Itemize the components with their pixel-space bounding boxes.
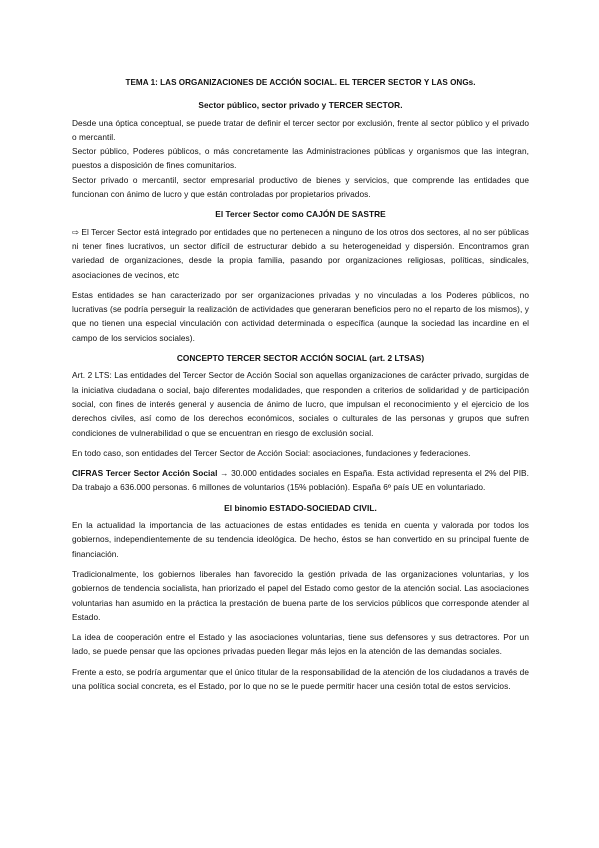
heading-concepto-tercer-sector: CONCEPTO TERCER SECTOR ACCIÓN SOCIAL (art. 2 LTSAS): [176, 353, 425, 364]
paragraph: La idea de cooperación entre el Estado y las asociaciones voluntarias, tiene sus defensores y sus detractores. Por un lado, se puede pensar que las opciones privadas pueden llegar más lejos en la atención de las demandas sociales.: [72, 632, 529, 657]
paragraph: Sector privado o mercantil, sector empresarial productivo de bienes y servicios, que comprende las entidades que funcionan con ánimo de lucro y que están controladas por propietarios privados.: [72, 174, 529, 200]
paragraph: Sector público, Poderes públicos, o más concretamente las Administraciones públicas y organismos que las integran, puestos a disposición de fines comunitarios.: [72, 146, 529, 171]
cifras-label: CIFRAS Tercer Sector Acción Social →: [72, 468, 229, 479]
document-body: [72, 76, 529, 693]
paragraph: Tradicionalmente, los gobiernos liberales han favorecido la gestión privada de las organizaciones voluntarias, y los gobiernos de tendencia socialista, han priorizado el papel del Estado como gestor de la atención social. Las asociaciones voluntarias han asumido en la práctica la prestación de buena parte de los servicios públicos que corresponde atender al Estado.: [72, 568, 529, 622]
paragraph: En la actualidad la importancia de las actuaciones de estas entidades es tenida en cuenta y valorada por todos los gobiernos, independientemente de su tendencia ideológica. De hecho, éstos se han convertido en su principal fuente de financiación.: [72, 520, 529, 559]
heading-sector-publico-privado: Sector público, sector privado y TERCER SECTOR.: [198, 100, 403, 111]
heading-binomio-estado-sociedad: El binomio ESTADO-SOCIEDAD CIVIL.: [224, 502, 377, 513]
paragraph: Art. 2 LTS: Las entidades del Tercer Sector de Acción Social son aquellas organizaciones de carácter privado, surgidas de la iniciativa ciudadana o social, bajo diferentes modalidades, que responden a criterios de solidaridad y de participación social, con fines de interés general y ausencia de ánimo de lucro, que impulsan el reconocimiento y el ejercicio de los derechos civiles, así como de los derechos económicos, sociales o culturales de las personas y grupos que sufren condiciones de vulnerabilidad o que se encuentran en riesgo de exclusión social.: [72, 370, 529, 438]
paragraph: En todo caso, son entidades del Tercer Sector de Acción Social: asociaciones, fundaciones y federaciones.: [72, 447, 471, 458]
cifras-text: 30.000 entidades sociales en España. Esta actividad representa el 2% del PIB. Da trabajo a 636.000 personas. 6 millones de voluntarios (15% población). España 6º país UE en voluntariado.: [72, 468, 529, 493]
paragraph: Desde una óptica conceptual, se puede tratar de definir el tercer sector por exclusión, frente al sector público y el privado o mercantil.: [72, 117, 529, 142]
paragraph: ⇨ El Tercer Sector está integrado por entidades que no pertenecen a ninguno de los otros dos sectores, al no ser públicas ni tener fines lucrativos, un sector difícil de estructurar debido a su heterogeneidad y dispersión. Encontramos gran variedad de organizaciones, desde la propia familia, pasando por organizaciones religiosas, políticas, sindicales, asociaciones de vecinos, etc: [72, 226, 529, 280]
paragraph: Estas entidades se han caracterizado por ser organizaciones privadas y no vinculadas a los Poderes públicos, no lucrativas (se podría perseguir la realización de actividades que generaran beneficios pero no el reparto de los mismos), y que no tienen una especial vinculación con actividad determinada o específica (aunque la sociedad las incardine en el campo de los servicios sociales).: [72, 289, 529, 343]
heading-cajon-de-sastre: El Tercer Sector como CAJÓN DE SASTRE: [215, 209, 386, 220]
document-title: TEMA 1: LAS ORGANIZACIONES DE ACCIÓN SOCIAL. EL TERCER SECTOR Y LAS ONGs.: [125, 78, 476, 87]
cifras-paragraph: [72, 466, 529, 495]
paragraph: Frente a esto, se podría argumentar que el único titular de la responsabilidad de la atención de los ciudadanos a través de una política social concreta, es el Estado, por lo que no se le puede permitir hacer una cesión total de estos servicios.: [72, 666, 529, 691]
